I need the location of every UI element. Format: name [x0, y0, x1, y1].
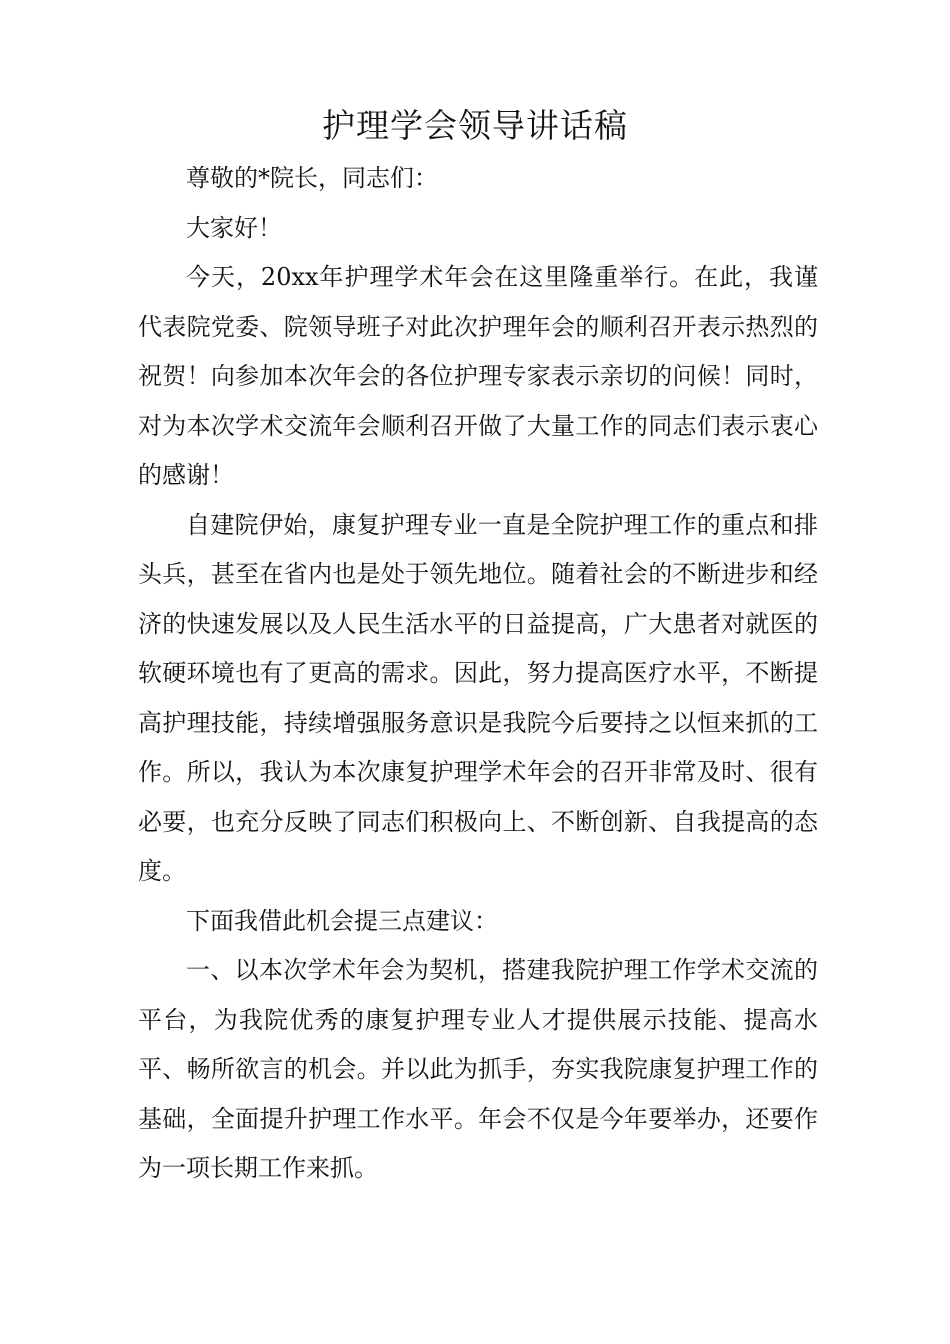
paragraph-background: 自建院伊始，康复护理专业一直是全院护理工作的重点和排头兵，甚至在省内也是处于领先地位。随着社会的不断进步和经济的快速发展以及人民生活水平的日益提高，广大患者对就医的软硬环境也有了更高的需求。因此，努力提高医疗水平，不断提高护理技能，持续增强服务意识是我院今后要持之以恒来抓的工作。所以，我认为本次康复护理学术年会的召开非常及时、很有必要，也充分反映了同志们积极向上、不断创新、自我提高的态度。: [138, 510, 818, 885]
document-title: 护理学会领导讲话稿: [322, 106, 628, 145]
document-body: [138, 154, 818, 1194]
paragraph-suggestions-intro: 下面我借此机会提三点建议：: [186, 906, 498, 935]
paragraph-greeting: 大家好！: [186, 213, 282, 242]
paragraph-suggestion-one: 一、以本次学术年会为契机，搭建我院护理工作学术交流的平台，为我院优秀的康复护理专业人才提供展示技能、提高水平、畅所欲言的机会。并以此为抓手，夯实我院康复护理工作的基础，全面提升护理工作水平。年会不仅是今年要举办，还要作为一项长期工作来抓。: [138, 956, 818, 1182]
paragraph-opening: 今天，20xx年护理学术年会在这里隆重举行。在此，我谨代表院党委、院领导班子对此次护理年会的顺利召开表示热烈的祝贺！向参加本次年会的各位护理专家表示亲切的问候！同时，对为本次学术交流年会顺利召开做了大量工作的同志们表示衷心的感谢！: [138, 263, 818, 489]
paragraph-salutation: 尊敬的*院长，同志们：: [186, 164, 438, 192]
